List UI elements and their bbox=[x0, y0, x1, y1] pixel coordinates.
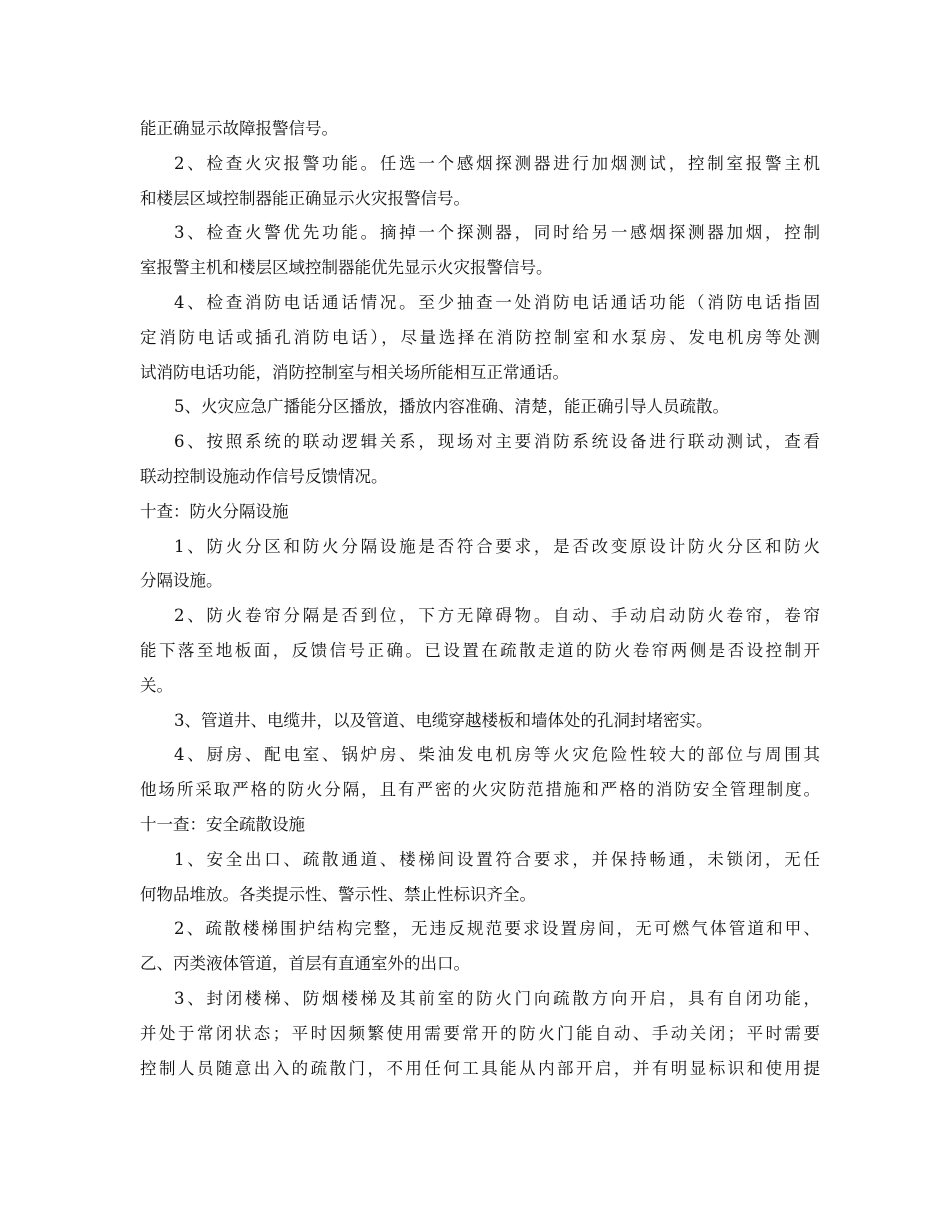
text-line: 关。 bbox=[140, 675, 173, 695]
text-line: 能正确显示故障报警信号。 bbox=[140, 119, 338, 138]
text-line: 和楼层区域控制器能正确显示火灾报警信号。 bbox=[140, 188, 470, 208]
text-line: 何物品堆放。各类提示性、警示性、禁止性标识齐全。 bbox=[140, 884, 536, 904]
text-line: 联动控制设施动作信号反馈情况。 bbox=[140, 466, 388, 486]
text-line: 并处于常闭状态；平时因频繁使用需要常开的防火门能自动、手动关闭；平时需要 bbox=[140, 1023, 820, 1043]
text-line: 定消防电话或插孔消防电话），尽量选择在消防控制室和水泵房、发电机房等处测 bbox=[140, 327, 820, 347]
text-line: 1、安全出口、疏散通道、楼梯间设置符合要求，并保持畅通，未锁闭，无任 bbox=[174, 849, 820, 869]
text-line: 4、检查消防电话通话情况。至少抽查一处消防电话通话功能（消防电话指固 bbox=[174, 292, 820, 312]
document-body bbox=[140, 112, 820, 1086]
text-line: 3、封闭楼梯、防烟楼梯及其前室的防火门向疏散方向开启，具有自闭功能， bbox=[174, 988, 820, 1008]
text-line: 3、管道井、电缆井，以及管道、电缆穿越楼板和墙体处的孔洞封堵密实。 bbox=[174, 710, 713, 730]
text-line: 1、防火分区和防火分隔设施是否符合要求，是否改变原设计防火分区和防火 bbox=[174, 536, 820, 556]
text-line: 6、按照系统的联动逻辑关系，现场对主要消防系统设备进行联动测试，查看 bbox=[174, 432, 820, 452]
text-line: 2、疏散楼梯围护结构完整，无违反规范要求设置房间，无可燃气体管道和甲、 bbox=[174, 919, 820, 939]
text-line: 3、检查火警优先功能。摘掉一个探测器，同时给另一感烟探测器加烟，控制 bbox=[174, 223, 820, 243]
section-heading: 十查：防火分隔设施 bbox=[140, 501, 289, 521]
section-heading: 十一查：安全疏散设施 bbox=[140, 814, 305, 834]
text-line: 他场所采取严格的防火分隔，且有严密的火灾防范措施和严格的消防安全管理制度。 bbox=[140, 780, 820, 800]
text-line: 能下落至地板面，反馈信号正确。已设置在疏散走道的防火卷帘两侧是否设控制开 bbox=[140, 640, 820, 660]
text-line: 试消防电话功能，消防控制室与相关场所能相互正常通话。 bbox=[140, 362, 569, 382]
text-line: 乙、丙类液体管道，首层有直通室外的出口。 bbox=[140, 954, 470, 974]
text-line: 分隔设施。 bbox=[140, 571, 223, 591]
text-line: 4、厨房、配电室、锅炉房、柴油发电机房等火灾危险性较大的部位与周围其 bbox=[174, 745, 820, 765]
text-line: 5、火灾应急广播能分区播放，播放内容准确、清楚，能正确引导人员疏散。 bbox=[174, 397, 729, 417]
text-line: 控制人员随意出入的疏散门，不用任何工具能从内部开启，并有明显标识和使用提 bbox=[140, 1058, 820, 1078]
text-line: 2、检查火灾报警功能。任选一个感烟探测器进行加烟测试，控制室报警主机 bbox=[174, 153, 820, 173]
text-line: 2、防火卷帘分隔是否到位，下方无障碍物。自动、手动启动防火卷帘，卷帘 bbox=[174, 606, 820, 626]
text-line: 室报警主机和楼层区域控制器能优先显示火灾报警信号。 bbox=[140, 258, 553, 278]
